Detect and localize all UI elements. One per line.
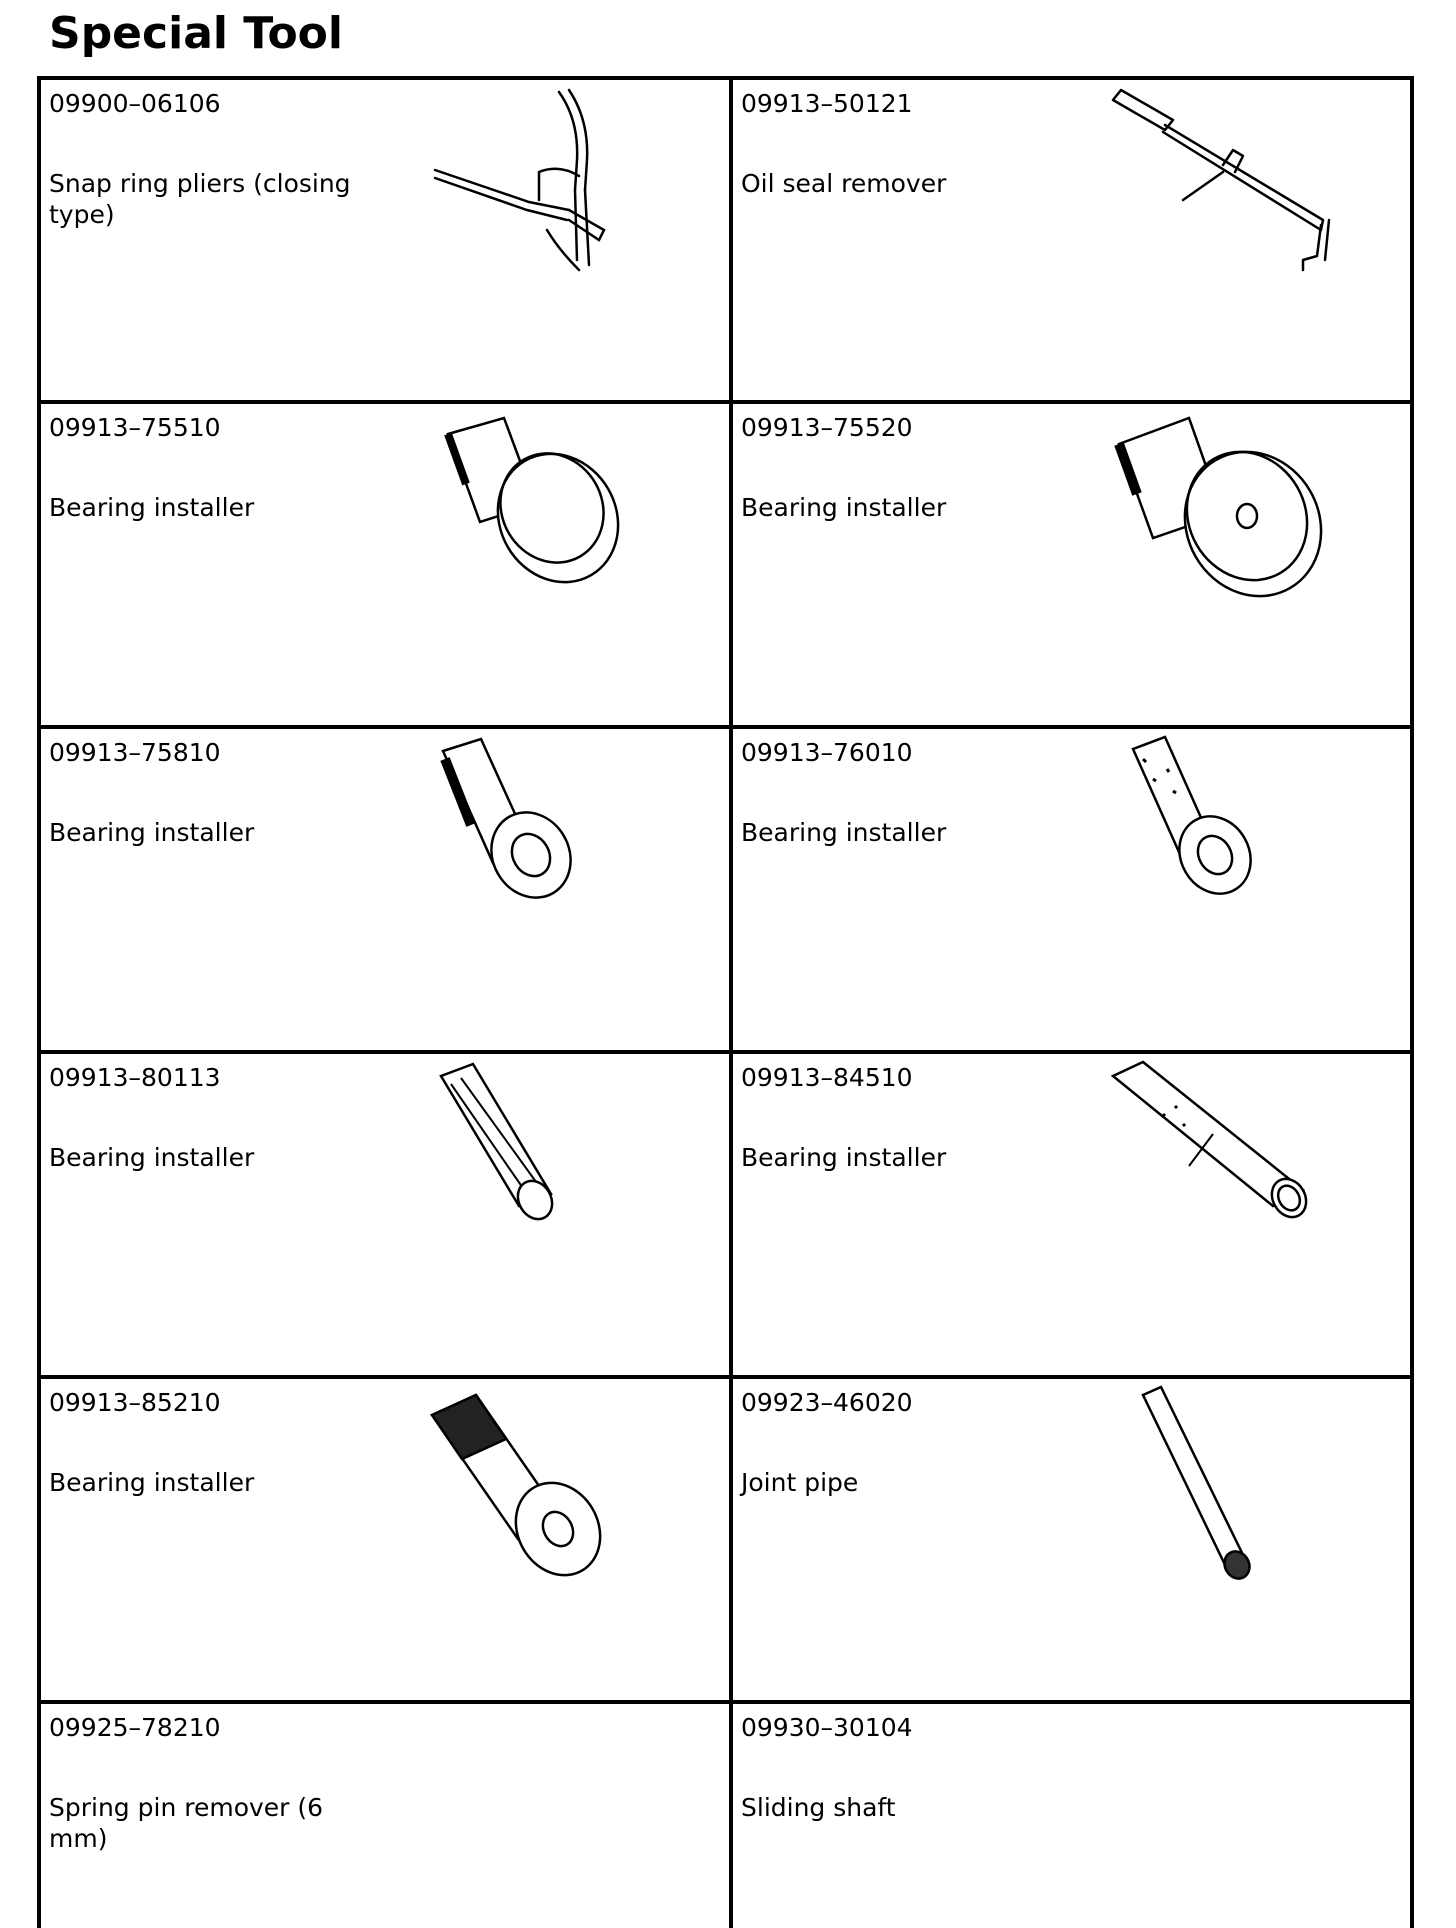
part-number: 09913–75810: [49, 738, 221, 767]
tool-cell: [41, 80, 729, 400]
tool-cell: [41, 729, 729, 1050]
bearing-installer-icon: [426, 1379, 686, 1599]
tool-description: Oil seal remover: [741, 169, 947, 198]
bearing-installer-icon: [1123, 729, 1383, 929]
tool-cell: [733, 1704, 1410, 1928]
part-number: 09913–80113: [49, 1063, 221, 1092]
part-number: 09913–84510: [741, 1063, 913, 1092]
bearing-installer-icon: [1103, 404, 1363, 604]
bearing-installer-icon: [431, 729, 691, 929]
tool-description: Bearing installer: [741, 1143, 947, 1172]
tool-cell: [733, 1379, 1410, 1700]
tool-description: Snap ring pliers (closing type): [49, 169, 351, 229]
bearing-installer-icon: [1103, 1054, 1363, 1254]
tool-description: Joint pipe: [741, 1468, 859, 1497]
tool-cell: [733, 404, 1410, 725]
tool-cell: [41, 1054, 729, 1375]
part-number: 09913–85210: [49, 1388, 221, 1417]
part-number: 09913–50121: [741, 89, 913, 118]
page-title: Special Tool: [49, 8, 343, 59]
part-number: 09913–75510: [49, 413, 221, 442]
tool-cell: [733, 729, 1410, 1050]
tool-cell: [41, 1704, 729, 1928]
part-number: 09913–75520: [741, 413, 913, 442]
tool-cell: [733, 80, 1410, 400]
part-number: 09900–06106: [49, 89, 221, 118]
tool-description: Bearing installer: [49, 1468, 255, 1497]
oil-seal-remover-icon: [1103, 80, 1363, 280]
joint-pipe-icon: [1133, 1379, 1313, 1599]
tool-cell: [41, 404, 729, 725]
bearing-installer-icon: [426, 404, 686, 604]
tool-description: Bearing installer: [49, 1143, 255, 1172]
tool-cell: [733, 1054, 1410, 1375]
tool-description: Bearing installer: [49, 493, 255, 522]
tool-description: Sliding shaft: [741, 1793, 896, 1822]
tool-cell: [41, 1379, 729, 1700]
part-number: 09913–76010: [741, 738, 913, 767]
part-number: 09930–30104: [741, 1713, 913, 1742]
tool-description: Spring pin remover (6 mm): [49, 1793, 324, 1853]
part-number: 09923–46020: [741, 1388, 913, 1417]
tool-description: Bearing installer: [49, 818, 255, 847]
part-number: 09925–78210: [49, 1713, 221, 1742]
snap-ring-pliers-icon: [429, 80, 689, 280]
tool-description: Bearing installer: [741, 493, 947, 522]
tool-description: Bearing installer: [741, 818, 947, 847]
bearing-installer-icon: [431, 1054, 691, 1254]
